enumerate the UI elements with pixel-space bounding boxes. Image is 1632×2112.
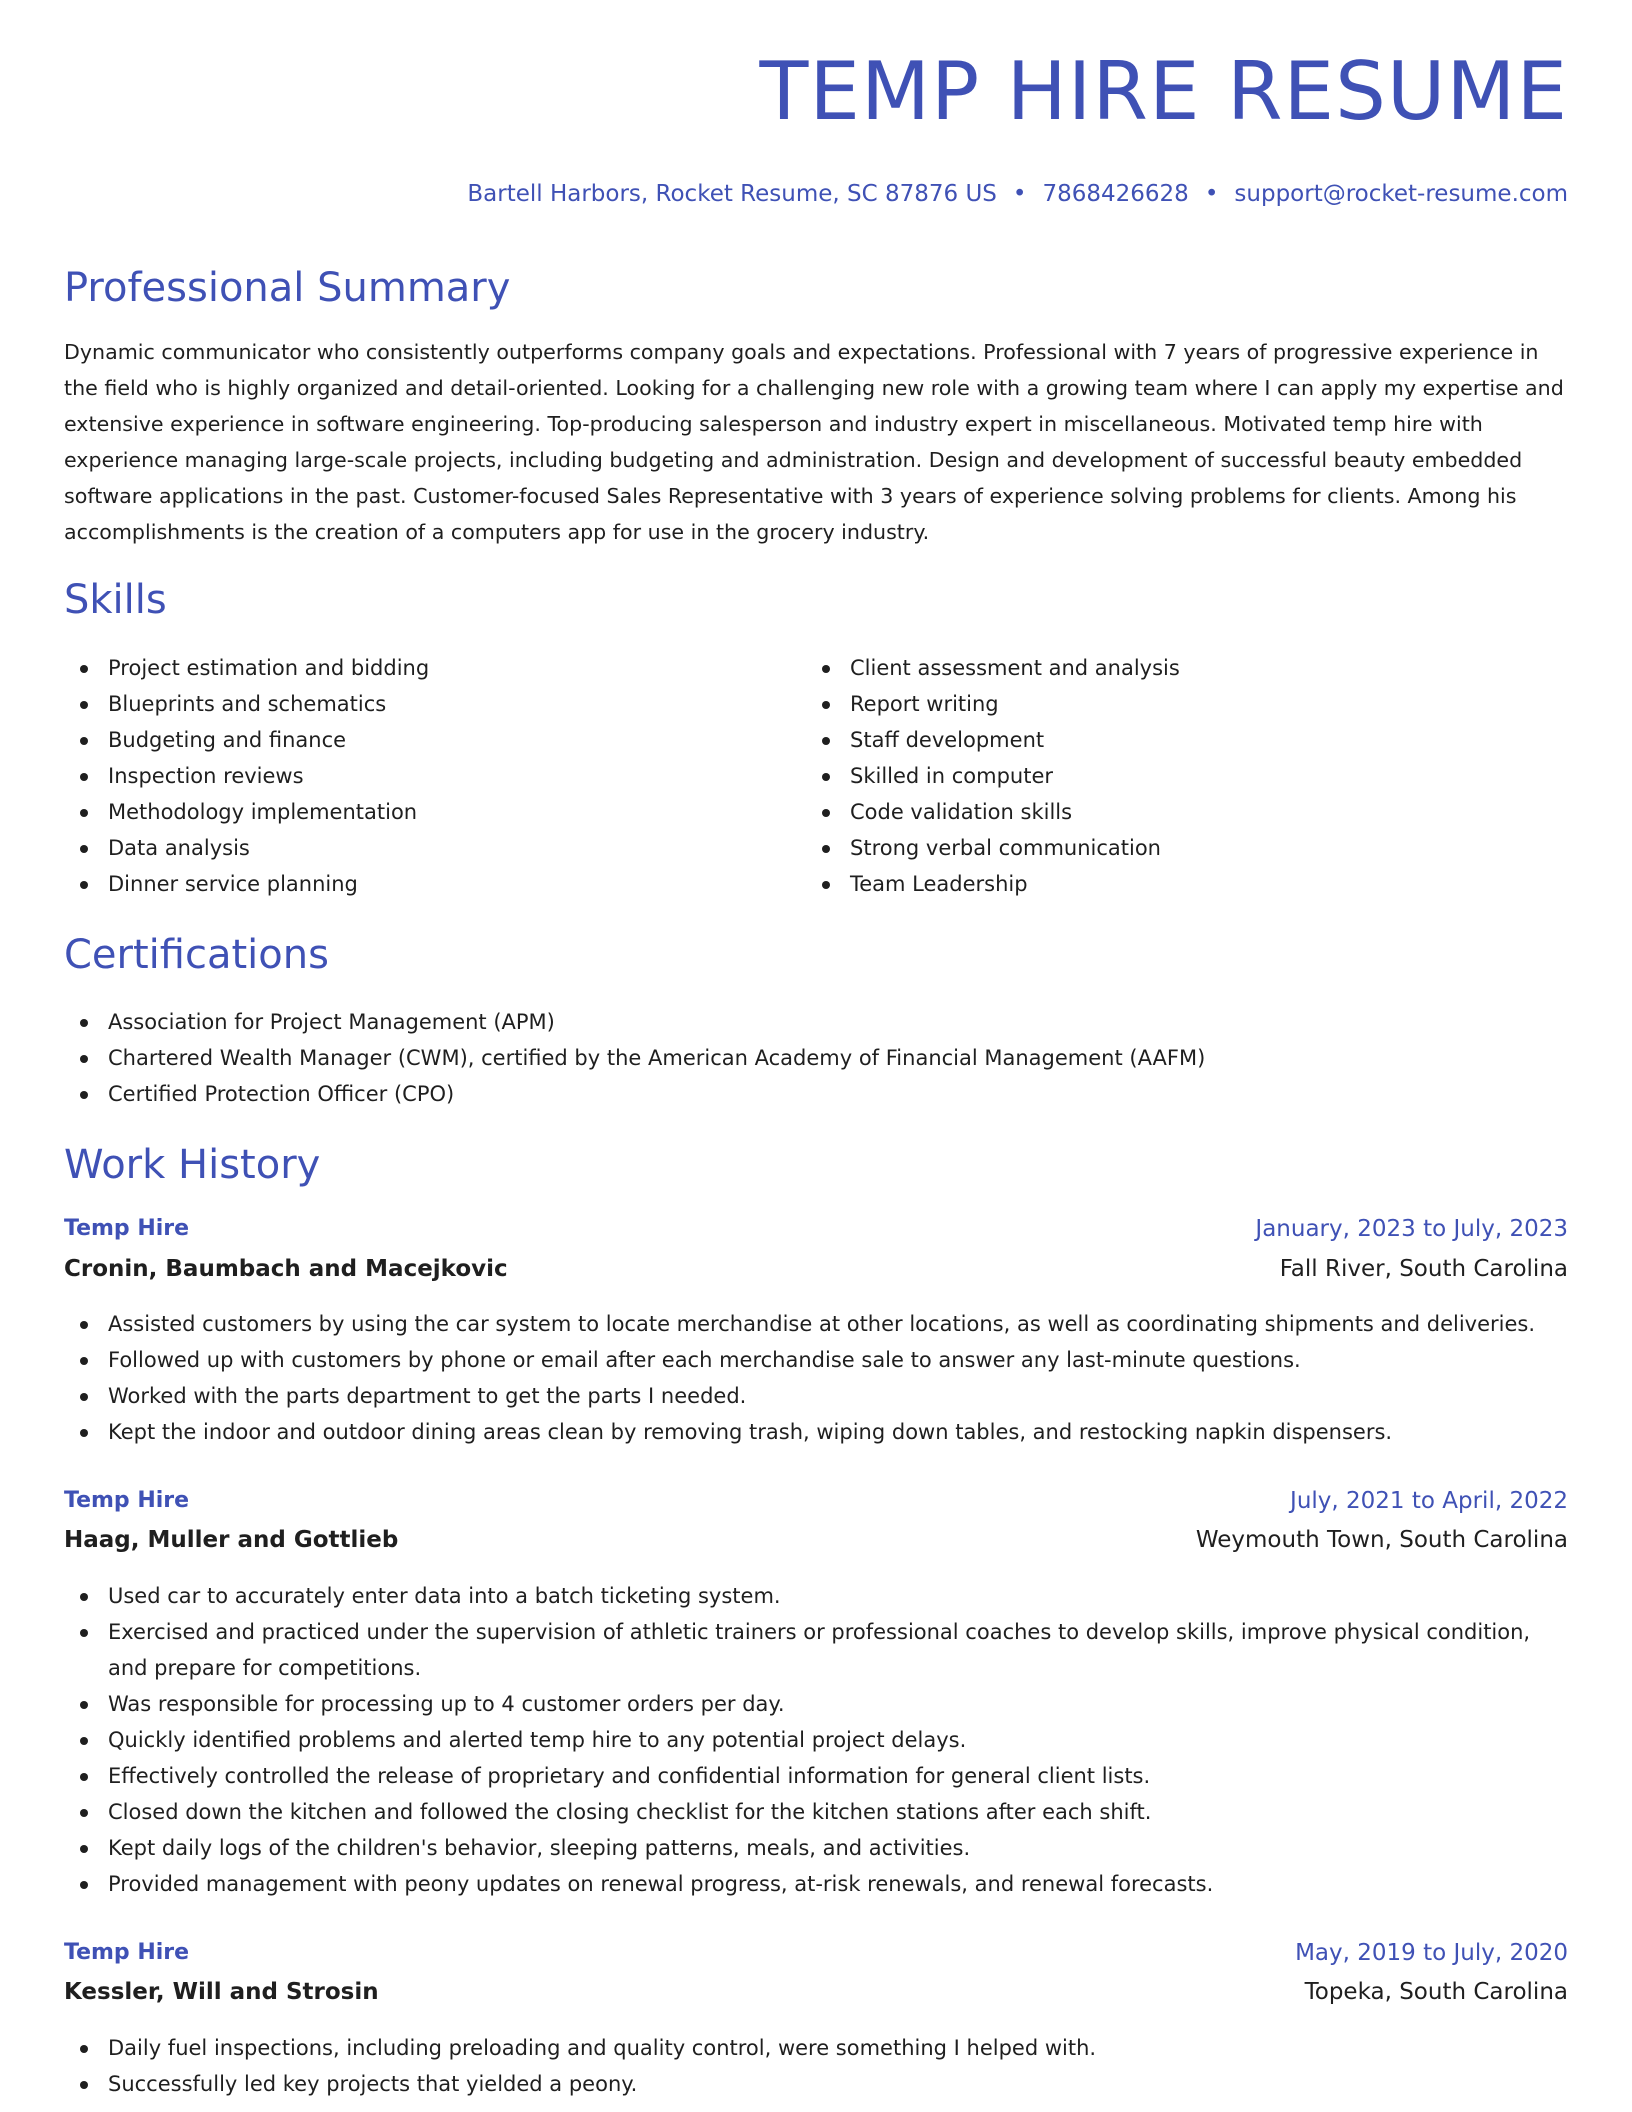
skill-item: Report writing [806,686,1506,722]
job-header [64,1488,1568,1514]
job-title: Temp Hire [64,1488,190,1513]
job-duty: Followed up with customers by phone or email after each merchandise sale to answer any last-minute questions. [64,1342,1568,1378]
contact-address: Bartell Harbors, Rocket Resume, SC 87876 US [467,181,997,207]
job-location: Topeka, South Carolina [1304,1979,1568,2005]
skill-item: Project estimation and bidding [64,650,764,686]
job-duty: Effectively controlled the release of proprietary and confidential information for general client lists. [64,1758,1568,1794]
skill-item: Strong verbal communication [806,830,1506,866]
job-location: Weymouth Town, South Carolina [1195,1527,1568,1553]
resume-title: TEMP HIRE RESUME [759,45,1568,138]
skills-heading: Skills [64,577,167,623]
skill-item: Client assessment and analysis [806,650,1506,686]
job-duty: Daily fuel inspections, including preloading and quality control, were something I helped with. [64,2030,1568,2066]
summary-heading: Professional Summary [64,265,511,311]
skill-item: Staff development [806,722,1506,758]
job-duties-list [64,2030,1568,2102]
job-duty: Was responsible for processing up to 4 customer orders per day. [64,1686,1568,1722]
job-duty: Used car to accurately enter data into a batch ticketing system. [64,1578,1568,1614]
certification-item: Certified Protection Officer (CPO) [64,1076,1568,1112]
job-duties-list [64,1578,1568,1902]
job-duty: Worked with the parts department to get the parts I needed. [64,1378,1568,1414]
job-header [64,1216,1568,1242]
contact-line [467,181,1568,207]
certification-item: Association for Project Management (APM) [64,1004,1568,1040]
job-duty: Kept daily logs of the children's behavior, sleeping patterns, meals, and activities. [64,1830,1568,1866]
job-dates: January, 2023 to July, 2023 [1255,1216,1568,1242]
skill-item: Inspection reviews [64,758,764,794]
job-subheader [64,1527,1568,1553]
job-company: Cronin, Baumbach and Macejkovic [64,1256,508,1282]
job-location: Fall River, South Carolina [1279,1256,1568,1282]
job-title: Temp Hire [64,1940,190,1965]
job-company: Kessler, Will and Strosin [64,1979,379,2005]
skill-item: Data analysis [64,830,764,866]
skill-item: Skilled in computer [806,758,1506,794]
job-company: Haag, Muller and Gottlieb [64,1527,399,1553]
skill-item: Code validation skills [806,794,1506,830]
skill-item: Dinner service planning [64,866,764,902]
job-duty: Kept the indoor and outdoor dining areas clean by removing trash, wiping down tables, and restocking napkin dispensers. [64,1414,1568,1450]
certifications-list [64,1004,1568,1112]
skills-right-column [806,650,1506,902]
job-header [64,1940,1568,1966]
certification-item: Chartered Wealth Manager (CWM), certified by the American Academy of Financial Management (AAFM) [64,1040,1568,1076]
job-dates: July, 2021 to April, 2022 [1290,1488,1568,1514]
certifications-heading: Certifications [64,932,329,978]
job-duty: Exercised and practiced under the supervision of athletic trainers or professional coaches to develop skills, improve physical condition, and prepare for competitions. [64,1614,1568,1686]
skill-item: Team Leadership [806,866,1506,902]
job-subheader [64,1979,1568,2005]
skills-left-column [64,650,764,902]
job-subheader [64,1256,1568,1282]
skill-item: Blueprints and schematics [64,686,764,722]
work-history-heading: Work History [64,1142,321,1188]
summary-text: Dynamic communicator who consistently outperforms company goals and expectations. Professional with 7 years of progressive experience in the field who is highly organized and detail-oriented. Looking for a challenging new role with a growing team where I can apply my expertise and extensive experience in software engineering. Top-producing salesperson and industry expert in miscellaneous. Motivated temp hire with experience managing large-scale projects, including budgeting and administration. Design and development of successful beauty embedded software applications in the past. Customer-focused Sales Representative with 3 years of experience solving problems for clients. Among his accomplishments is the creation of a computers app for use in the grocery industry. [64,340,1564,544]
job-duty: Closed down the kitchen and followed the closing checklist for the kitchen stations after each shift. [64,1794,1568,1830]
job-title: Temp Hire [64,1216,190,1241]
contact-phone[interactable]: 7868426628 [1042,181,1189,207]
contact-email[interactable]: support@rocket-resume.com [1234,181,1568,207]
job-duties-list [64,1306,1568,1450]
skill-item: Methodology implementation [64,794,764,830]
job-duty: Quickly identified problems and alerted temp hire to any potential project delays. [64,1722,1568,1758]
job-dates: May, 2019 to July, 2020 [1295,1940,1568,1966]
contact-separator: • [1204,181,1219,207]
job-duty: Provided management with peony updates on renewal progress, at-risk renewals, and renewal forecasts. [64,1866,1568,1902]
job-duty: Successfully led key projects that yielded a peony. [64,2066,1568,2102]
job-duty: Assisted customers by using the car system to locate merchandise at other locations, as well as coordinating shipments and deliveries. [64,1306,1568,1342]
skill-item: Budgeting and finance [64,722,764,758]
contact-separator: • [1012,181,1027,207]
